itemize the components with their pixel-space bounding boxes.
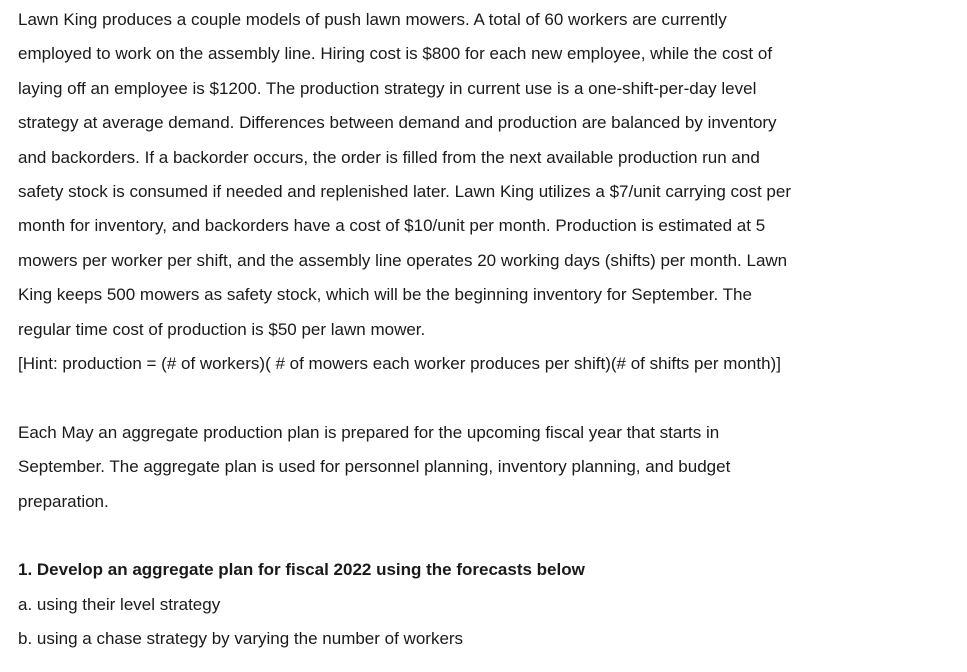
text-line: regular time cost of production is $50 per lawn mower. [18,319,426,339]
question-part-a: a. using their level strategy [18,594,221,614]
text-line: September. The aggregate plan is used for personnel planning, inventory planning, and budget [18,457,731,477]
text-line: Lawn King produces a couple models of push lawn mowers. A total of 60 workers are currently [18,10,727,29]
text-line: employed to work on the assembly line. Hiring cost is $800 for each new employee, while the cost of [18,44,773,64]
text-line: laying off an employee is $1200. The production strategy in current use is a one-shift-per-day level [18,78,757,98]
text-line: preparation. [18,491,109,511]
question-heading: 1. Develop an aggregate plan for fiscal 2022 using the forecasts below [18,560,585,580]
problem-description-paragraph [18,3,958,381]
question-section [18,553,958,656]
aggregate-plan-paragraph [18,416,958,519]
paragraph-spacer [18,381,958,415]
text-line: strategy at average demand. Differences between demand and production are balanced by inventory [18,113,777,133]
text-line: mowers per worker per shift, and the assembly line operates 20 working days (shifts) per month. Lawn [18,250,788,270]
text-line: month for inventory, and backorders have a cost of $10/unit per month. Production is estimated at 5 [18,216,766,236]
text-line: safety stock is consumed if needed and replenished later. Lawn King utilizes a $7/unit carrying cost per [18,182,791,202]
text-line: and backorders. If a backorder occurs, the order is filled from the next available production run and [18,147,760,167]
text-line: Each May an aggregate production plan is prepared for the upcoming fiscal year that starts in [18,422,720,442]
document-body [18,3,958,657]
text-line: King keeps 500 mowers as safety stock, which will be the beginning inventory for September. The [18,285,752,305]
hint-line: [Hint: production = (# of workers)( # of mowers each worker produces per shift)(# of shifts per month)] [18,354,781,374]
question-part-b: b. using a chase strategy by varying the number of workers [18,629,464,649]
paragraph-spacer [18,519,958,553]
